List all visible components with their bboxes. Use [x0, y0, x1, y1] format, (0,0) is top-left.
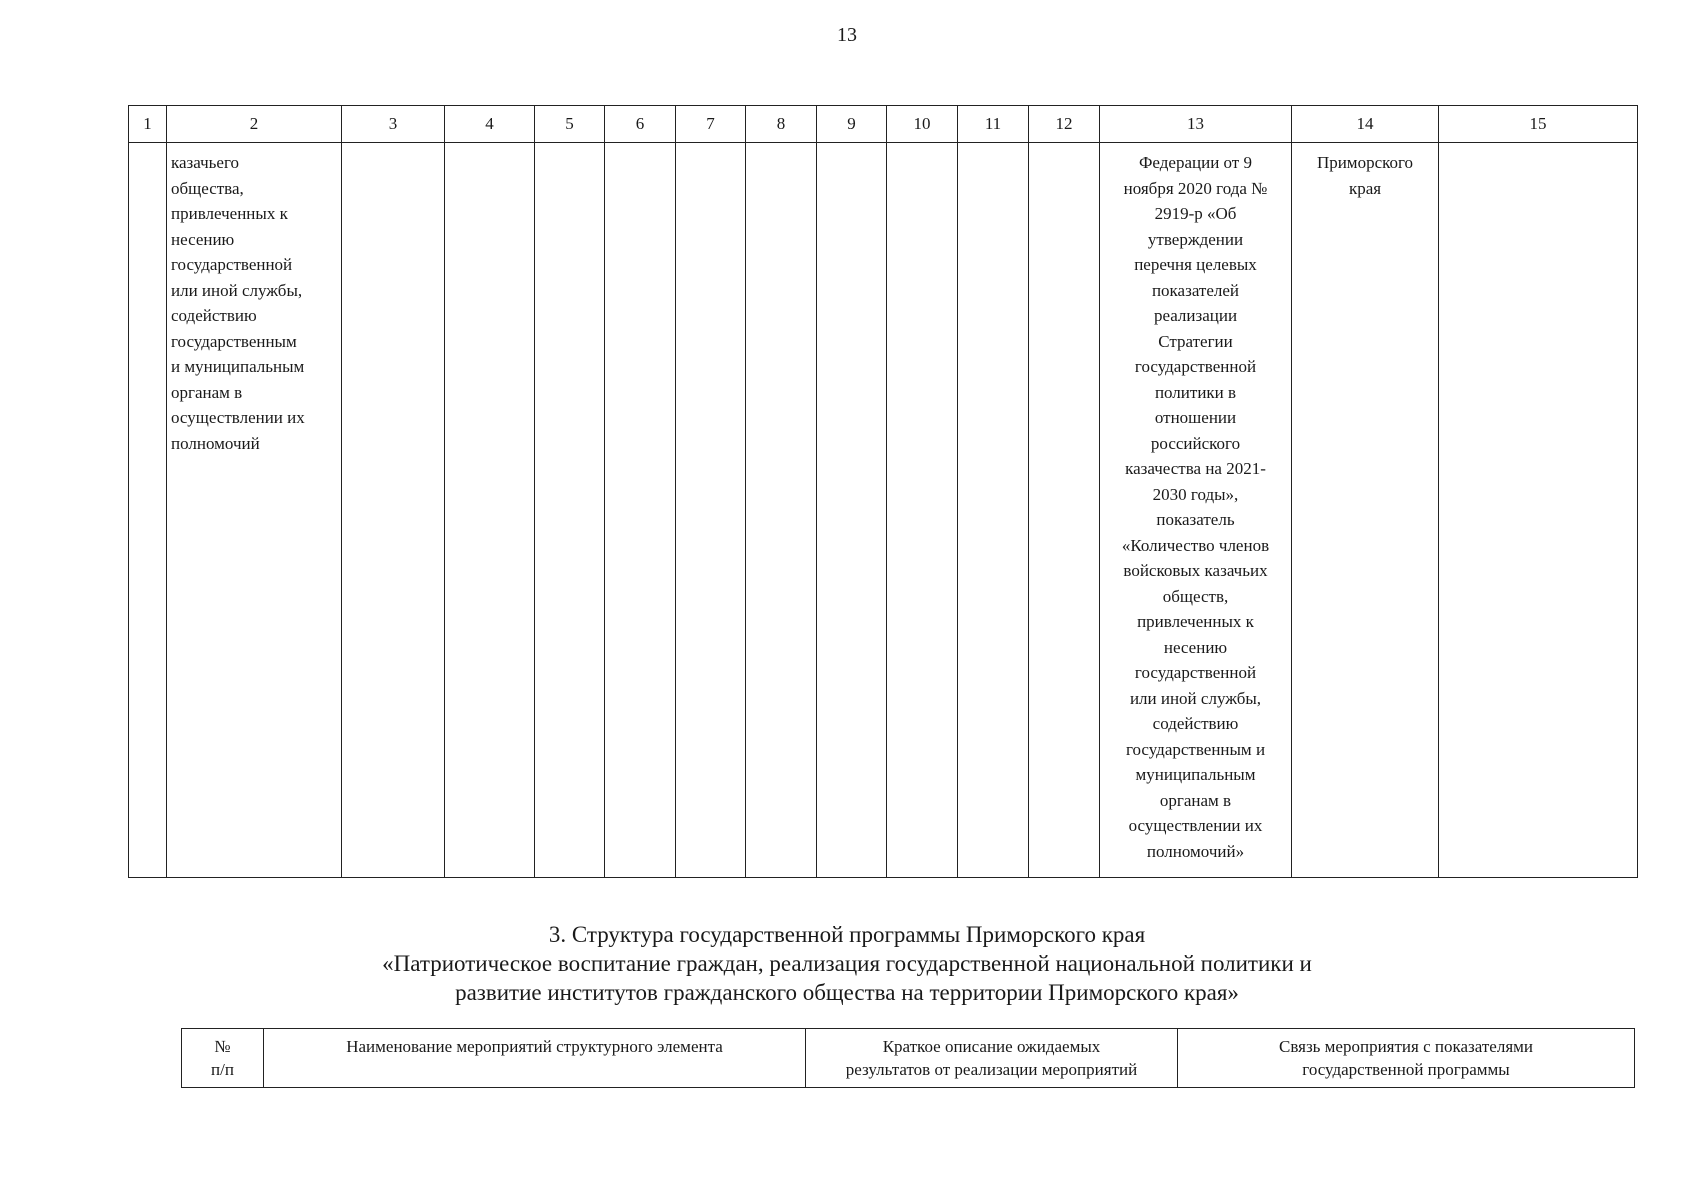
table-cell — [746, 143, 817, 878]
expected-results-header — [806, 1029, 1178, 1088]
text-line: 3. Структура государственной программы Приморского края — [548, 922, 1146, 947]
column-header: 4 — [445, 106, 535, 143]
table-cell — [445, 143, 535, 878]
column-header: 11 — [958, 106, 1029, 143]
text-line: перечня целевых — [1134, 255, 1257, 274]
text-line: показателей — [1151, 280, 1240, 300]
text-line: полномочий — [171, 433, 260, 453]
column-header: 13 — [1100, 106, 1292, 143]
text-line: края — [1348, 178, 1382, 198]
text-line: реализации — [1153, 306, 1238, 325]
text-line: или иной службы, — [171, 280, 303, 300]
text-line: осуществлении их — [1128, 816, 1263, 835]
region-cell — [1292, 143, 1439, 878]
text-line: муниципальным — [1135, 765, 1256, 784]
text-line: привлеченных к — [1137, 612, 1254, 631]
table-cell — [817, 143, 887, 878]
text-line: или иной службы, — [1129, 688, 1262, 708]
indicator-name-cell — [167, 143, 342, 878]
program-structure-table — [181, 1028, 1635, 1088]
text-line: содействию — [1152, 714, 1239, 733]
column-header: 1 — [129, 106, 167, 143]
page-number: 13 — [837, 24, 857, 46]
table-cell — [129, 143, 167, 878]
table-cell — [676, 143, 746, 878]
column-header: 3 — [342, 106, 445, 143]
text-line: и муниципальным — [171, 357, 305, 376]
table-row — [129, 143, 1638, 878]
text-line: утверждении — [1147, 229, 1244, 249]
text-line: войсковых казачьих — [1123, 561, 1268, 580]
column-number-row — [129, 106, 1638, 143]
text-line: государственной — [1134, 357, 1257, 376]
text-line: п/п — [211, 1060, 234, 1079]
text-line: несению — [171, 229, 235, 249]
text-line: Связь мероприятия с показателями — [1279, 1037, 1533, 1056]
text-line: полномочий» — [1146, 841, 1245, 861]
text-line: казачьего — [171, 153, 240, 172]
text-line: результатов от реализации мероприятий — [845, 1060, 1138, 1079]
column-header: 2 — [167, 106, 342, 143]
table-cell — [958, 143, 1029, 878]
text-line: государственной — [1134, 663, 1257, 682]
text-line: развитие институтов гражданского общества на территории Приморского края» — [455, 980, 1239, 1005]
table-cell — [1029, 143, 1100, 878]
text-line: государственной программы — [1302, 1060, 1510, 1079]
text-line: Стратегии — [1158, 331, 1233, 351]
section-title — [0, 920, 1694, 1007]
text-line: содействию — [171, 306, 257, 325]
text-line: Наименование мероприятий структурного элемента — [346, 1037, 723, 1056]
text-line: осуществлении их — [171, 408, 305, 427]
text-line: привлеченных к — [171, 204, 288, 223]
column-header: 8 — [746, 106, 817, 143]
text-line: органам в — [171, 382, 243, 402]
text-line: политики в — [1154, 382, 1237, 402]
column-header: 6 — [605, 106, 676, 143]
indicators-table — [128, 105, 1638, 878]
text-line: обществ, — [1162, 586, 1229, 606]
text-line: ноября 2020 года № — [1123, 178, 1268, 198]
document-reference-cell — [1100, 143, 1292, 878]
text-line: органам в — [1159, 790, 1232, 810]
text-line: № — [214, 1037, 231, 1056]
text-line: показатель — [1156, 510, 1235, 529]
text-line: Федерации от 9 — [1139, 153, 1252, 172]
text-line: 2030 годы», — [1152, 484, 1239, 504]
text-line: российского — [1150, 433, 1241, 453]
text-line: 2919-р «Об — [1154, 204, 1237, 223]
table-cell — [1439, 143, 1638, 878]
text-line: государственной — [171, 255, 293, 274]
column-header: 7 — [676, 106, 746, 143]
text-line: отношении — [1154, 408, 1237, 427]
column-header: 5 — [535, 106, 605, 143]
column-header: 10 — [887, 106, 958, 143]
table-cell — [342, 143, 445, 878]
text-line: Краткое описание ожидаемых — [882, 1037, 1101, 1056]
text-line: государственным — [171, 331, 297, 351]
column-header: 15 — [1439, 106, 1638, 143]
column-header: 9 — [817, 106, 887, 143]
text-line: «Патриотическое воспитание граждан, реализация государственной национальной политики и — [382, 951, 1312, 976]
text-line: Приморского — [1316, 153, 1414, 172]
indicator-link-header — [1178, 1029, 1635, 1088]
number-header — [182, 1029, 264, 1088]
text-line: несению — [1163, 637, 1228, 657]
table-cell — [887, 143, 958, 878]
text-line: общества, — [171, 178, 244, 198]
text-line: государственным и — [1125, 739, 1266, 759]
table-cell — [535, 143, 605, 878]
table-cell — [605, 143, 676, 878]
text-line: казачества на 2021- — [1125, 459, 1266, 478]
activity-name-header — [264, 1029, 806, 1088]
column-header: 14 — [1292, 106, 1439, 143]
table-header-row — [182, 1029, 1635, 1088]
text-line: «Количество членов — [1121, 535, 1270, 555]
column-header: 12 — [1029, 106, 1100, 143]
